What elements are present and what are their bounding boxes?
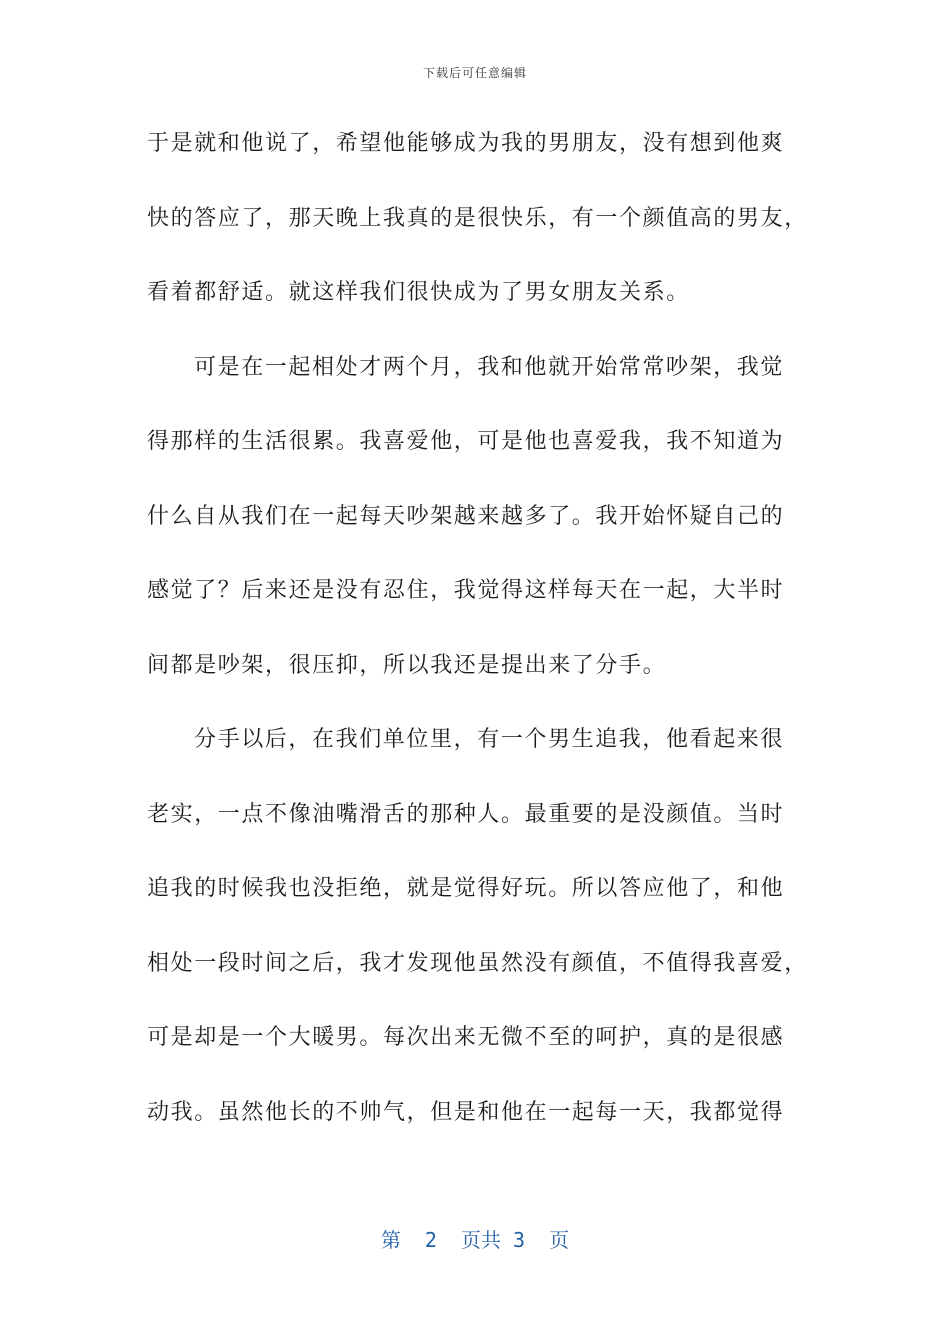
text-line: 得那样的生活很累。我喜爱他，可是他也喜爱我，我不知道为 — [147, 429, 785, 454]
document-body — [147, 122, 817, 1165]
text-line: 于是就和他说了，希望他能够成为我的男朋友，没有想到他爽 — [147, 131, 785, 156]
text-line: 看着都舒适。就这样我们很快成为了男女朋友关系。 — [147, 280, 690, 305]
page-header: 下载后可任意编辑 — [422, 66, 527, 80]
text-line: 感觉了？后来还是没有忍住，我觉得这样每天在一起，大半时 — [147, 578, 785, 603]
text-line: 什么自从我们在一起每天吵架越来越多了。我开始怀疑自己的 — [147, 503, 785, 529]
paragraph-start-line: 可是在一起相处才两个月，我和他就开始常常吵架，我觉 — [194, 354, 785, 380]
text-line: 相处一段时间之后，我才发现他虽然没有颜值，不值得我喜爱， — [147, 950, 808, 976]
text-line: 动我。虽然他长的不帅气，但是和他在一起每一天，我都觉得 — [147, 1099, 785, 1125]
text-line: 快的答应了，那天晚上我真的是很快乐，有一个颜值高的男友， — [147, 205, 808, 231]
text-line: 追我的时候我也没拒绝，就是觉得好玩。所以答应他了，和他 — [147, 876, 785, 901]
paragraph-start-line: 分手以后，在我们单位里，有一个男生追我，他看起来很 — [194, 727, 785, 752]
page-number-footer: 第 2 页共 3 页 — [380, 1228, 570, 1252]
text-line: 老实，一点不像油嘴滑舌的那种人。最重要的是没颜值。当时 — [147, 801, 785, 827]
text-line: 可是却是一个大暖男。每次出来无微不至的呵护，真的是很感 — [147, 1025, 785, 1050]
text-line: 间都是吵架，很压抑，所以我还是提出来了分手。 — [147, 652, 667, 678]
